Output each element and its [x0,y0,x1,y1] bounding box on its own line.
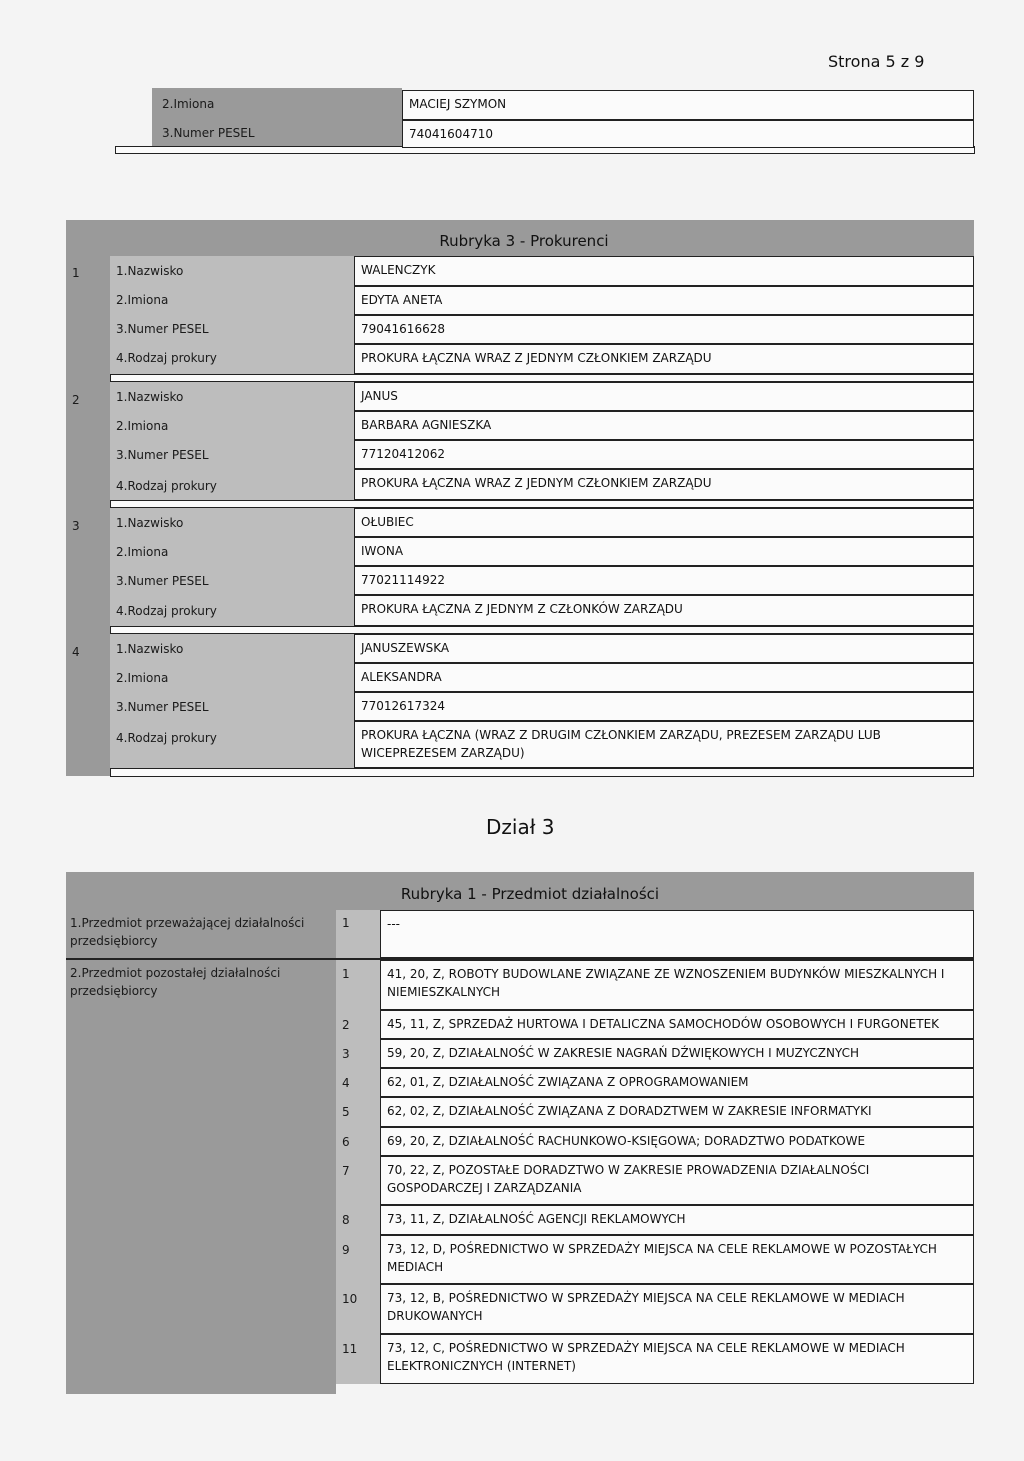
entry-3-imiona-label: 2.Imiona [116,545,169,559]
other-activity-9: 73, 12, D, POŚREDNICTWO W SPRZEDAŻY MIEJSCA NA CELE REKLAMOWE W POZOSTAŁYCH MEDIACH [380,1235,974,1284]
entry-2-separator [110,500,974,508]
entry-2-nazwisko: JANUS [354,382,974,411]
entry-2-imiona: BARBARA AGNIESZKA [354,411,974,440]
entry-1-imiona: EDYTA ANETA [354,286,974,315]
other-activity-2-number: 2 [342,1018,350,1032]
entry-2-rodzaj-label: 4.Rodzaj prokury [116,479,217,493]
entry-4-pesel-label: 3.Numer PESEL [116,700,209,714]
entry-4-rodzaj: PROKURA ŁĄCZNA (WRAZ Z DRUGIM CZŁONKIEM ZARZĄDU, PREZESEM ZARZĄDU LUB WICEPREZESEM ZARZĄDU) [354,721,974,768]
entry-1-pesel-label: 3.Numer PESEL [116,322,209,336]
other-activity-5: 62, 02, Z, DZIAŁALNOŚĆ ZWIĄZANA Z DORADZTWEM W ZAKRESIE INFORMATYKI [380,1097,974,1127]
rubryka3-title: Rubryka 3 - Prokurenci [439,232,609,250]
entry-1-nazwisko: WALENCZYK [354,256,974,286]
dzial3-title: Dział 3 [486,815,555,839]
other-activity-label: 2.Przedmiot pozostałej działalności przedsiębiorcy [70,966,281,998]
entry-4-pesel: 77012617324 [354,692,974,721]
other-activity-7-number: 7 [342,1164,350,1178]
other-activity-11-number: 11 [342,1342,358,1356]
main-activity-number: 1 [342,916,350,930]
other-activity-7: 70, 22, Z, POZOSTAŁE DORADZTWO W ZAKRESIE PROWADZENIA DZIAŁALNOŚCI GOSPODARCZEJ I ZARZĄDZANIA [380,1156,974,1205]
entry-1-separator [110,374,974,382]
other-activity-3: 59, 20, Z, DZIAŁALNOŚĆ W ZAKRESIE NAGRAŃ DŹWIĘKOWYCH I MUZYCZNYCH [380,1039,974,1068]
other-activity-2: 45, 11, Z, SPRZEDAŻ HURTOWA I DETALICZNA SAMOCHODÓW OSOBOWYCH I FURGONETEK [380,1010,974,1039]
entry-4-imiona: ALEKSANDRA [354,663,974,692]
page-number: Strona 5 z 9 [828,52,925,71]
entry-1-rodzaj: PROKURA ŁĄCZNA WRAZ Z JEDNYM CZŁONKIEM ZARZĄDU [354,344,974,374]
entry-1-imiona-label: 2.Imiona [116,293,169,307]
entry-3-separator [110,626,974,634]
entry-1-pesel: 79041616628 [354,315,974,344]
top-label-pesel: 3.Numer PESEL [162,126,255,140]
other-activity-5-number: 5 [342,1105,350,1119]
top-value-pesel: 74041604710 [402,120,974,148]
other-activity-6: 69, 20, Z, DZIAŁALNOŚĆ RACHUNKOWO-KSIĘGOWA; DORADZTWO PODATKOWE [380,1127,974,1156]
other-activity-9-number: 9 [342,1243,350,1257]
entry-3-number: 3 [72,519,80,533]
entry-3-rodzaj-label: 4.Rodzaj prokury [116,604,217,618]
other-activity-4: 62, 01, Z, DZIAŁALNOŚĆ ZWIĄZANA Z OPROGRAMOWANIEM [380,1068,974,1097]
entry-2-imiona-label: 2.Imiona [116,419,169,433]
entry-4-nazwisko-label: 1.Nazwisko [116,642,184,656]
entry-2-number: 2 [72,393,80,407]
entry-1-number: 1 [72,266,80,280]
entry-4-imiona-label: 2.Imiona [116,671,169,685]
entry-3-rodzaj: PROKURA ŁĄCZNA Z JEDNYM Z CZŁONKÓW ZARZĄDU [354,595,974,626]
other-activity-10-number: 10 [342,1292,358,1306]
entry-3-imiona: IWONA [354,537,974,566]
other-activity-6-number: 6 [342,1135,350,1149]
other-activity-11: 73, 12, C, POŚREDNICTWO W SPRZEDAŻY MIEJSCA NA CELE REKLAMOWE W MEDIACH ELEKTRONICZNYCH (INTERNET) [380,1334,974,1384]
entry-4-rodzaj-label: 4.Rodzaj prokury [116,731,217,745]
other-activity-8-number: 8 [342,1213,350,1227]
entry-1-rodzaj-label: 4.Rodzaj prokury [116,351,217,365]
entry-4-nazwisko: JANUSZEWSKA [354,634,974,663]
other-activity-3-number: 3 [342,1047,350,1061]
other-activity-10: 73, 12, B, POŚREDNICTWO W SPRZEDAŻY MIEJSCA NA CELE REKLAMOWE W MEDIACH DRUKOWANYCH [380,1284,974,1334]
entry-2-pesel-label: 3.Numer PESEL [116,448,209,462]
other-activity-4-number: 4 [342,1076,350,1090]
other-activity-1-number: 1 [342,967,350,981]
top-value-imiona: MACIEJ SZYMON [402,90,974,120]
entry-4-number: 4 [72,645,80,659]
entry-3-pesel: 77021114922 [354,566,974,595]
other-activity-1: 41, 20, Z, ROBOTY BUDOWLANE ZWIĄZANE ZE WZNOSZENIEM BUDYNKÓW MIESZKALNYCH I NIEMIESZKALNYCH [380,960,974,1010]
entry-4-separator [110,768,974,777]
main-activity-label: 1.Przedmiot przeważającej działalności przedsiębiorcy [70,916,305,948]
top-label-imiona: 2.Imiona [162,97,215,111]
entry-3-nazwisko-label: 1.Nazwisko [116,516,184,530]
entry-2-pesel: 77120412062 [354,440,974,469]
other-activity-8: 73, 11, Z, DZIAŁALNOŚĆ AGENCJI REKLAMOWYCH [380,1205,974,1235]
entry-2-nazwisko-label: 1.Nazwisko [116,390,184,404]
main-activity-value: --- [380,910,974,958]
entry-3-nazwisko: OŁUBIEC [354,508,974,537]
entry-1-nazwisko-label: 1.Nazwisko [116,264,184,278]
entry-3-pesel-label: 3.Numer PESEL [116,574,209,588]
entry-2-rodzaj: PROKURA ŁĄCZNA WRAZ Z JEDNYM CZŁONKIEM ZARZĄDU [354,469,974,500]
dzial3-rubryka1-title: Rubryka 1 - Przedmiot działalności [400,885,660,903]
